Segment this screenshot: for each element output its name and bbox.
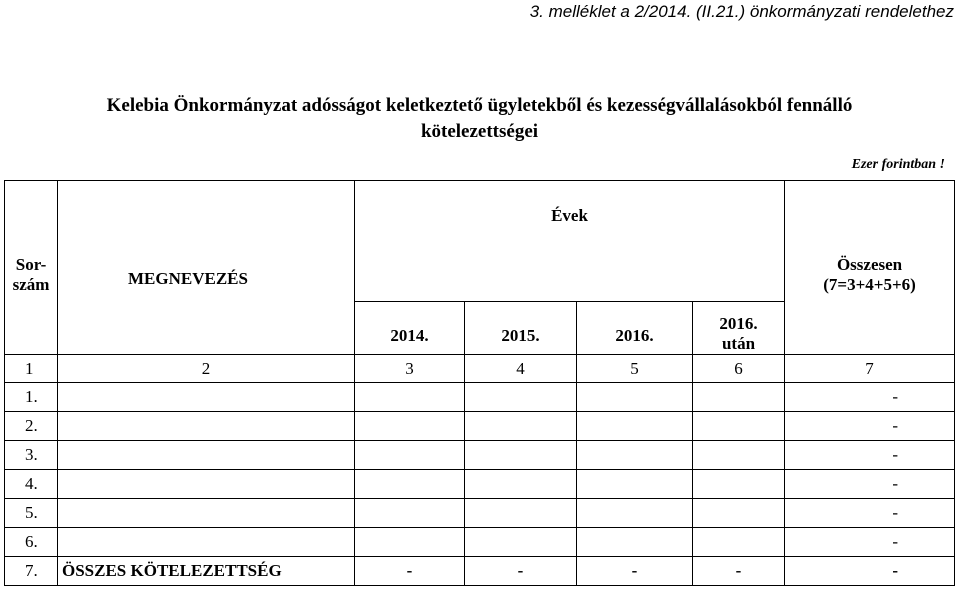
row-2016 [577, 412, 693, 441]
row-2015: - [465, 557, 577, 586]
title-line-1: Kelebia Önkormányzat adósságot keletkeztető ügyletekből és kezességvállalásokból fennálló [106, 95, 853, 116]
header-sorszam-line2: szám [12, 274, 50, 294]
document-title [0, 93, 959, 145]
row-2015 [465, 383, 577, 412]
row-2015 [465, 499, 577, 528]
header-osszesen-line2: (7=3+4+5+6) [823, 274, 916, 294]
column-number: 3 [355, 355, 465, 383]
row-number: 6. [5, 528, 58, 557]
column-number: 2 [58, 355, 355, 383]
row-2016: - [577, 557, 693, 586]
row-after [693, 412, 785, 441]
row-after [693, 383, 785, 412]
row-2015 [465, 441, 577, 470]
row-number: 1. [5, 383, 58, 412]
row-2014 [355, 528, 465, 557]
row-2015 [465, 412, 577, 441]
row-number: 3. [5, 441, 58, 470]
obligations-table [4, 180, 955, 586]
table-row [5, 528, 955, 557]
header-sorszam [5, 181, 58, 355]
column-number: 5 [577, 355, 693, 383]
row-number: 4. [5, 470, 58, 499]
annex-reference: 3. melléklet a 2/2014. (II.21.) önkormányzati rendelethez [529, 2, 954, 21]
table-row [5, 383, 955, 412]
row-2016 [577, 499, 693, 528]
header-evek-label: Évek [551, 206, 588, 225]
header-megnevezes [58, 181, 355, 355]
column-number: 7 [785, 355, 955, 383]
row-2016 [577, 383, 693, 412]
column-number: 1 [5, 355, 58, 383]
table-row-total [5, 557, 955, 586]
row-2014 [355, 441, 465, 470]
unit-note: Ezer forintban ! [851, 157, 945, 172]
row-name [58, 383, 355, 412]
row-number: 5. [5, 499, 58, 528]
row-2014 [355, 470, 465, 499]
table-row [5, 412, 955, 441]
row-total: - [785, 441, 955, 470]
header-sorszam-line1: Sor- [15, 254, 47, 274]
row-total: - [785, 499, 955, 528]
row-total: - [785, 412, 955, 441]
header-year-2014: 2014. [355, 302, 465, 355]
row-total: - [785, 470, 955, 499]
row-name [58, 528, 355, 557]
row-name [58, 470, 355, 499]
header-year-2015: 2015. [465, 302, 577, 355]
row-2016 [577, 441, 693, 470]
row-after [693, 470, 785, 499]
row-total: - [785, 528, 955, 557]
row-2015 [465, 470, 577, 499]
column-number: 6 [693, 355, 785, 383]
title-line-2: kötelezettségei [420, 121, 539, 142]
row-2015 [465, 528, 577, 557]
row-after: - [693, 557, 785, 586]
row-2014 [355, 412, 465, 441]
header-after-line2: után [721, 334, 756, 353]
row-number: 2. [5, 412, 58, 441]
header-year-2016: 2016. [577, 302, 693, 355]
row-2014 [355, 499, 465, 528]
row-name [58, 441, 355, 470]
header-after-line1: 2016. [719, 314, 758, 333]
row-2016 [577, 528, 693, 557]
header-osszesen [785, 181, 955, 355]
row-after [693, 499, 785, 528]
row-total: - [785, 383, 955, 412]
row-total: - [785, 557, 955, 586]
header-megnevezes-label: MEGNEVEZÉS [128, 268, 248, 288]
row-name [58, 499, 355, 528]
header-evek [355, 181, 785, 302]
row-name [58, 412, 355, 441]
table-row [5, 499, 955, 528]
row-name: ÖSSZES KÖTELEZETTSÉG [58, 557, 355, 586]
header-osszesen-line1: Összesen [836, 254, 903, 274]
row-2014 [355, 383, 465, 412]
column-number-row [5, 355, 955, 383]
table-row [5, 470, 955, 499]
table-row [5, 441, 955, 470]
header-after-2016 [693, 302, 785, 355]
row-after [693, 528, 785, 557]
column-number: 4 [465, 355, 577, 383]
row-number: 7. [5, 557, 58, 586]
row-after [693, 441, 785, 470]
row-2014: - [355, 557, 465, 586]
row-2016 [577, 470, 693, 499]
